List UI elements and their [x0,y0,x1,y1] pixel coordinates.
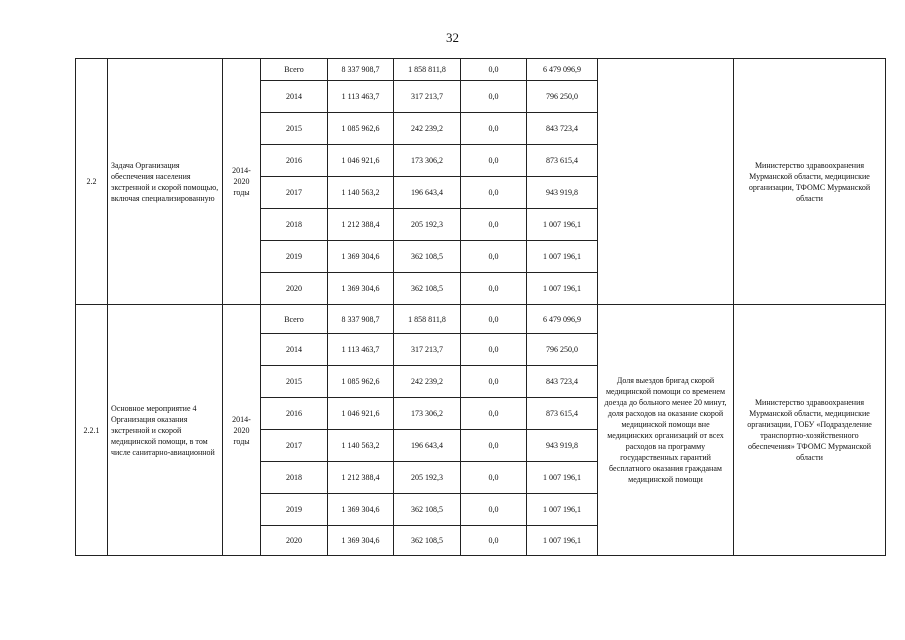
other-cell: 796 250,0 [527,334,598,366]
federal-cell: 317 213,7 [394,334,461,366]
federal-cell: 362 108,5 [394,241,461,273]
regional-cell: 0,0 [461,305,527,334]
federal-cell: 205 192,3 [394,462,461,494]
total-cell: 1 212 388,4 [328,209,394,241]
federal-cell: 1 858 811,8 [394,59,461,81]
total-cell: 1 369 304,6 [328,526,394,556]
page-number: 32 [446,30,459,45]
regional-cell: 0,0 [461,241,527,273]
regional-cell: 0,0 [461,209,527,241]
federal-cell: 205 192,3 [394,209,461,241]
other-cell: 943 919,8 [527,177,598,209]
regional-cell: 0,0 [461,334,527,366]
other-cell: 843 723,4 [527,113,598,145]
other-cell: 1 007 196,1 [527,273,598,305]
federal-cell: 317 213,7 [394,81,461,113]
total-cell: 1 140 563,2 [328,430,394,462]
other-cell: 873 615,4 [527,145,598,177]
total-cell: 1 369 304,6 [328,241,394,273]
regional-cell: 0,0 [461,366,527,398]
federal-cell: 362 108,5 [394,494,461,526]
other-cell: 843 723,4 [527,366,598,398]
total-cell: 1 369 304,6 [328,273,394,305]
period: 2014-2020 годы [223,59,261,305]
federal-cell: 242 239,2 [394,366,461,398]
federal-cell: 173 306,2 [394,145,461,177]
total-cell: 8 337 908,7 [328,305,394,334]
task-description: Основное мероприятие 4 Организация оказания экстренной и скорой медицинской помощи, в том числе санитарно-авиационной [108,305,223,556]
federal-cell: 362 108,5 [394,526,461,556]
other-cell: 1 007 196,1 [527,494,598,526]
regional-cell: 0,0 [461,526,527,556]
year-cell: 2014 [261,334,328,366]
year-cell: 2015 [261,113,328,145]
total-cell: 1 085 962,6 [328,113,394,145]
federal-cell: 196 643,4 [394,430,461,462]
year-cell: 2019 [261,241,328,273]
year-cell: 2014 [261,81,328,113]
other-cell: 796 250,0 [527,81,598,113]
other-cell: 1 007 196,1 [527,526,598,556]
regional-cell: 0,0 [461,273,527,305]
total-cell: 1 140 563,2 [328,177,394,209]
other-cell: 1 007 196,1 [527,462,598,494]
regional-cell: 0,0 [461,81,527,113]
table-row [76,59,886,81]
federal-cell: 1 858 811,8 [394,305,461,334]
year-cell: Всего [261,59,328,81]
total-cell: 1 046 921,6 [328,145,394,177]
year-cell: 2017 [261,177,328,209]
table-row [76,305,886,334]
year-cell: 2018 [261,209,328,241]
regional-cell: 0,0 [461,430,527,462]
year-cell: Всего [261,305,328,334]
total-cell: 1 113 463,7 [328,81,394,113]
period: 2014-2020 годы [223,305,261,556]
federal-cell: 196 643,4 [394,177,461,209]
total-cell: 1 369 304,6 [328,494,394,526]
other-cell: 1 007 196,1 [527,241,598,273]
other-cell: 943 919,8 [527,430,598,462]
federal-cell: 242 239,2 [394,113,461,145]
section-number: 2.2.1 [76,305,108,556]
year-cell: 2020 [261,273,328,305]
indicator [598,59,734,305]
other-cell: 6 479 096,9 [527,59,598,81]
federal-cell: 173 306,2 [394,398,461,430]
year-cell: 2020 [261,526,328,556]
year-cell: 2019 [261,494,328,526]
total-cell: 8 337 908,7 [328,59,394,81]
other-cell: 6 479 096,9 [527,305,598,334]
year-cell: 2017 [261,430,328,462]
regional-cell: 0,0 [461,494,527,526]
year-cell: 2015 [261,366,328,398]
total-cell: 1 046 921,6 [328,398,394,430]
total-cell: 1 212 388,4 [328,462,394,494]
total-cell: 1 085 962,6 [328,366,394,398]
year-cell: 2016 [261,145,328,177]
regional-cell: 0,0 [461,59,527,81]
regional-cell: 0,0 [461,462,527,494]
total-cell: 1 113 463,7 [328,334,394,366]
executors: Министерство здравоохранения Мурманской области, медицинские организации, ГОБУ «Подразделение транспортно-хозяйственного обеспечения» ТФОМС Мурманской области [734,305,886,556]
regional-cell: 0,0 [461,145,527,177]
regional-cell: 0,0 [461,398,527,430]
other-cell: 1 007 196,1 [527,209,598,241]
regional-cell: 0,0 [461,113,527,145]
regional-cell: 0,0 [461,177,527,209]
indicator: Доля выездов бригад скорой медицинской помощи со временем доезда до больного менее 20 минут, доля расходов на оказание скорой медицинской помощи вне медицинских организаций от всех расходов на программу государственных гарантий бесплатного оказания гражданам медицинской помощи [598,305,734,556]
task-description: Задача Организация обеспечения населения экстренной и скорой помощью, включая специализированную [108,59,223,305]
year-cell: 2018 [261,462,328,494]
executors: Министерство здравоохранения Мурманской области, медицинские организации, ТФОМС Мурманской области [734,59,886,305]
program-table [75,58,886,556]
section-number: 2.2 [76,59,108,305]
federal-cell: 362 108,5 [394,273,461,305]
other-cell: 873 615,4 [527,398,598,430]
year-cell: 2016 [261,398,328,430]
